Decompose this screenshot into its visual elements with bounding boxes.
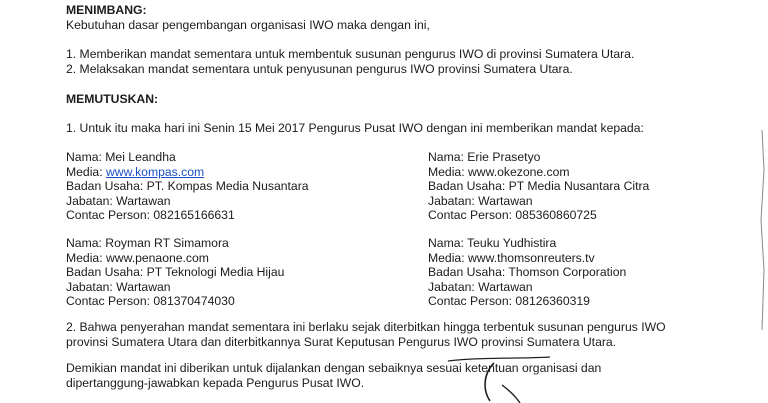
person-company: Badan Usaha: PT. Kompas Media Nusantara xyxy=(66,179,309,194)
person-media xyxy=(428,251,626,266)
person-card-1 xyxy=(66,150,309,223)
point-2-line-1: 2. Bahwa penyerahan mandat sementara ini berlaku sejak diterbitkan hingga terbentuk susunan pengurus IWO xyxy=(66,320,666,334)
person-position: Jabatan: Wartawan xyxy=(428,193,533,208)
signature-stroke xyxy=(440,355,560,403)
person-media xyxy=(66,165,309,180)
person-contact: Contac Person: 08126360319 xyxy=(428,294,590,309)
media-label: Media: xyxy=(428,164,468,179)
person-company: Badan Usaha: PT Media Nusantara Citra xyxy=(428,179,650,194)
menimbang-section xyxy=(66,3,430,32)
menimbang-item-2: 2. Melaksakan mandat sementara untuk penyusunan pengurus IWO provinsi Sumatera Utara. xyxy=(66,61,573,76)
person-name: Nama: Teuku Yudhistira xyxy=(428,236,557,250)
person-card-4 xyxy=(428,236,626,309)
person-company: Badan Usaha: PT Teknologi Media Hijau xyxy=(66,265,285,280)
person-company: Badan Usaha: Thomson Corporation xyxy=(428,265,627,280)
person-position: Jabatan: Wartawan xyxy=(428,279,533,294)
person-contact: Contac Person: 085360860725 xyxy=(428,208,597,223)
memutuskan-heading: MEMUTUSKAN: xyxy=(66,92,159,106)
person-position: Jabatan: Wartawan xyxy=(66,279,171,294)
menimbang-heading: MENIMBANG: xyxy=(66,3,147,17)
menimbang-list xyxy=(66,47,634,76)
media-label: Media: xyxy=(66,164,106,179)
media-value: www.thomsonreuters.tv xyxy=(467,250,595,265)
person-name: Nama: Mei Leandha xyxy=(66,150,176,164)
menimbang-intro: Kebutuhan dasar pengembangan organisasi IWO maka dengan ini, xyxy=(66,17,430,32)
closing-line-1: Demikian mandat ini diberikan untuk dijalankan dengan sebaiknya sesuai ketentuan organisasi dan xyxy=(66,361,602,375)
media-label: Media: xyxy=(428,250,468,265)
point-1-text: 1. Untuk itu maka hari ini Senin 15 Mei 2017 Pengurus Pusat IWO dengan ini memberikan mandat kepada: xyxy=(66,121,644,135)
closing-line-2: dipertanggung-jawabkan kepada Pengurus Pusat IWO. xyxy=(66,375,365,390)
scan-edge-mark xyxy=(758,130,768,330)
person-card-2 xyxy=(428,150,649,223)
memutuskan-point-2 xyxy=(66,320,666,349)
memutuskan-section xyxy=(66,92,158,107)
person-name: Nama: Royman RT Simamora xyxy=(66,236,229,250)
memutuskan-point-1 xyxy=(66,121,644,136)
person-card-3 xyxy=(66,236,284,309)
person-contact: Contac Person: 081370474030 xyxy=(66,294,235,309)
media-label: Media: xyxy=(66,250,106,265)
person-name: Nama: Erie Prasetyo xyxy=(428,150,541,164)
person-position: Jabatan: Wartawan xyxy=(66,193,171,208)
media-value: www.okezone.com xyxy=(467,164,570,179)
point-2-line-2: provinsi Sumatera Utara dan diterbitkannya Surat Keputusan Pengurus IWO provinsi Sumatera Utara. xyxy=(66,334,617,349)
person-media xyxy=(428,165,649,180)
media-value: www.penaone.com xyxy=(105,250,209,265)
person-contact: Contac Person: 082165166631 xyxy=(66,208,235,223)
media-link[interactable]: www.kompas.com xyxy=(105,164,205,179)
menimbang-item-1: 1. Memberikan mandat sementara untuk membentuk susunan pengurus IWO di provinsi Sumatera Utara. xyxy=(66,47,635,61)
person-media xyxy=(66,251,284,266)
